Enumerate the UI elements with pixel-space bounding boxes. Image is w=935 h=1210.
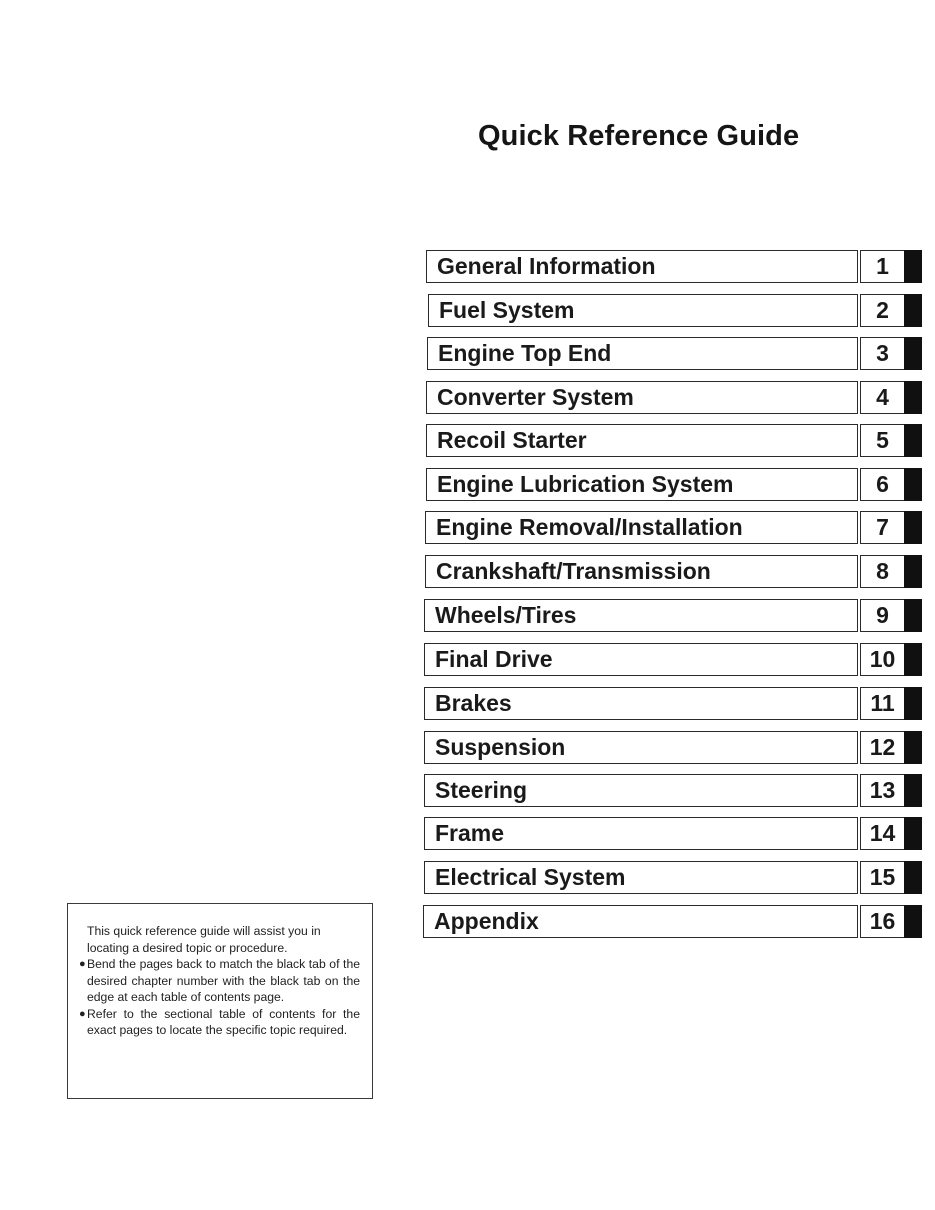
chapter-number: 13: [860, 774, 904, 807]
chapter-tab: [904, 599, 922, 632]
chapter-row-engine-lubrication-system[interactable]: [426, 468, 922, 501]
chapter-tab: [904, 337, 922, 370]
chapter-number: 14: [860, 817, 904, 850]
note-bullet-item: [79, 1006, 360, 1039]
chapter-number: 6: [860, 468, 904, 501]
chapter-number: 11: [860, 687, 904, 720]
chapter-number: 7: [860, 511, 904, 544]
note-intro-text: This quick reference guide will assist you in locating a desired topic or procedure.: [87, 924, 321, 955]
chapter-number: 3: [860, 337, 904, 370]
chapter-tab: [904, 687, 922, 720]
chapter-tab: [904, 905, 922, 938]
chapter-number: 16: [860, 905, 904, 938]
chapter-tab: [904, 424, 922, 457]
chapter-title: Wheels/Tires: [424, 599, 858, 632]
chapter-row-recoil-starter[interactable]: [426, 424, 922, 457]
chapter-title: Crankshaft/Transmission: [425, 555, 858, 588]
chapter-tab: [904, 861, 922, 894]
note-bullet-text: Bend the pages back to match the black tab of the desired chapter number with the black tab on the edge at each table of contents page.: [87, 957, 360, 1004]
chapter-title: Suspension: [424, 731, 858, 764]
chapter-tab: [904, 468, 922, 501]
chapter-tab: [904, 817, 922, 850]
chapter-row-frame[interactable]: [424, 817, 922, 850]
chapter-row-engine-top-end[interactable]: [427, 337, 922, 370]
chapter-title: General Information: [426, 250, 858, 283]
chapter-row-appendix[interactable]: [423, 905, 922, 938]
chapter-title: Final Drive: [424, 643, 858, 676]
chapter-tab: [904, 555, 922, 588]
chapter-title: Electrical System: [424, 861, 858, 894]
chapter-tab: [904, 643, 922, 676]
chapter-row-crankshaft-transmission[interactable]: [425, 555, 922, 588]
chapter-tab: [904, 731, 922, 764]
bullet-icon: ●: [79, 958, 86, 970]
chapter-title: Appendix: [423, 905, 858, 938]
chapter-tab: [904, 774, 922, 807]
chapter-row-steering[interactable]: [424, 774, 922, 807]
chapter-row-final-drive[interactable]: [424, 643, 922, 676]
bullet-icon: ●: [79, 1007, 86, 1020]
chapter-tab: [904, 511, 922, 544]
chapter-tab: [904, 250, 922, 283]
note-bullet-item: [79, 956, 360, 1006]
chapter-title: Engine Top End: [427, 337, 858, 370]
chapter-title: Steering: [424, 774, 858, 807]
chapter-title: Frame: [424, 817, 858, 850]
chapter-title: Converter System: [426, 381, 858, 414]
chapter-title: Engine Lubrication System: [426, 468, 858, 501]
chapter-title: Fuel System: [428, 294, 858, 327]
chapter-number: 10: [860, 643, 904, 676]
chapter-number: 2: [860, 294, 904, 327]
chapter-row-converter-system[interactable]: [426, 381, 922, 414]
chapter-title: Brakes: [424, 687, 858, 720]
chapter-number: 5: [860, 424, 904, 457]
chapter-number: 1: [860, 250, 904, 283]
chapter-number: 4: [860, 381, 904, 414]
chapter-title: Engine Removal/Installation: [425, 511, 858, 544]
chapter-number: 8: [860, 555, 904, 588]
instruction-note-box: [67, 903, 373, 1099]
chapter-number: 9: [860, 599, 904, 632]
note-bullet-text: Refer to the sectional table of contents for the exact pages to locate the specific topic required.: [87, 1006, 360, 1037]
chapter-tab: [904, 294, 922, 327]
chapter-row-wheels-tires[interactable]: [424, 599, 922, 632]
chapter-row-fuel-system[interactable]: [428, 294, 922, 327]
page-title: Quick Reference Guide: [478, 120, 800, 152]
chapter-row-brakes[interactable]: [424, 687, 922, 720]
chapter-row-general-information[interactable]: [426, 250, 922, 283]
chapter-row-electrical-system[interactable]: [424, 861, 922, 894]
chapter-row-suspension[interactable]: [424, 731, 922, 764]
chapter-row-engine-removal-installation[interactable]: [425, 511, 922, 544]
chapter-number: 12: [860, 731, 904, 764]
chapter-number: 15: [860, 861, 904, 894]
chapter-tab: [904, 381, 922, 414]
chapter-title: Recoil Starter: [426, 424, 858, 457]
